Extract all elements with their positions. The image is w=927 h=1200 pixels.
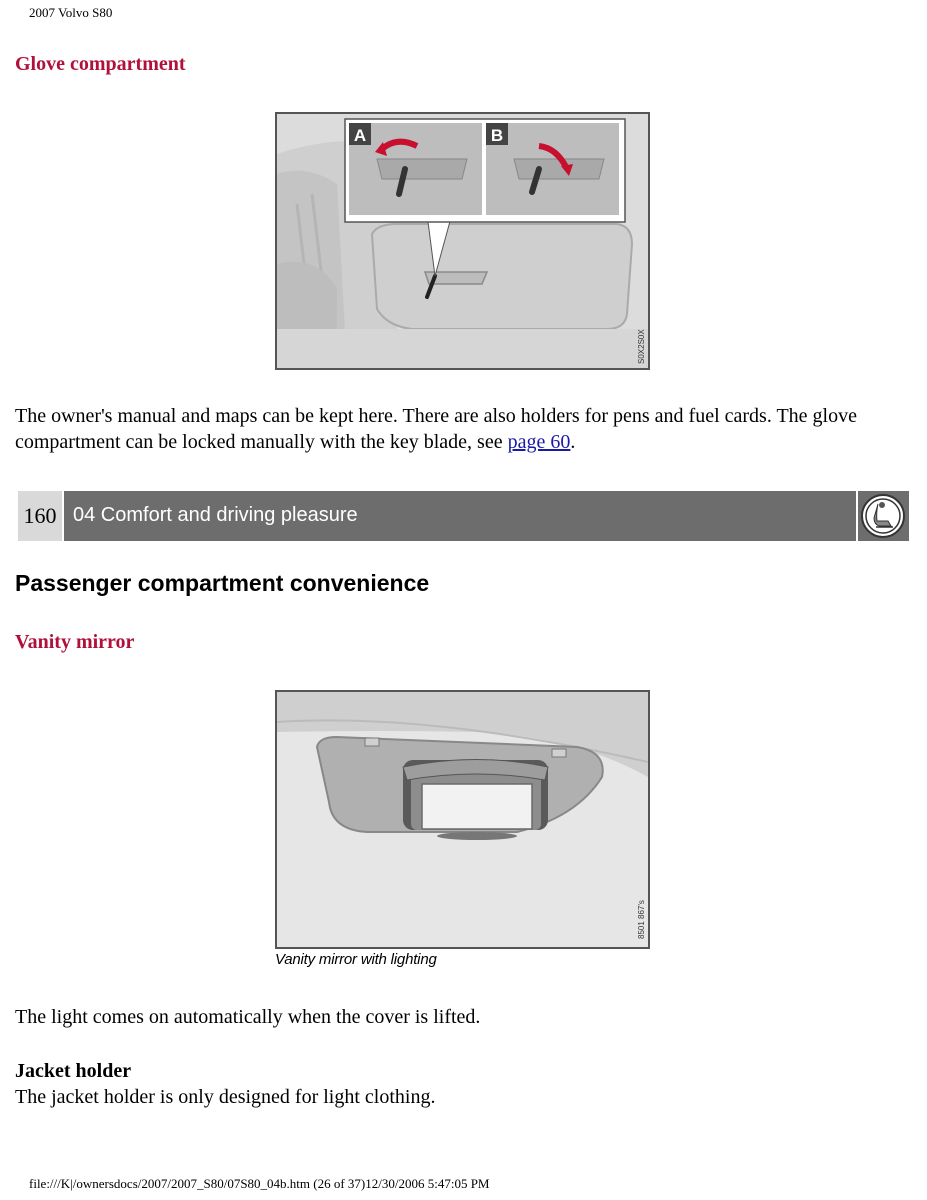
document-title: 2007 Volvo S80 <box>29 5 113 20</box>
panel-a-label: A <box>353 126 367 145</box>
glove-compartment-heading: Glove compartment <box>15 53 186 75</box>
footer-file-path: file:///K|/ownersdocs/2007/2007_S80/07S80_04b.htm (26 of 37)12/30/2006 5:47:05 PM <box>29 1176 490 1191</box>
chapter-bar <box>18 491 909 541</box>
vanity-mirror-illustration <box>277 692 648 947</box>
jacket-holder-paragraph: The jacket holder is only designed for light clothing. <box>15 1086 436 1108</box>
passenger-compartment-heading: Passenger compartment convenience <box>15 570 430 596</box>
glove-text: The owner's manual and maps can be kept here. There are also holders for pens and fuel cards. The glove compartment can be locked manually with the key blade, see <box>15 405 857 453</box>
vanity-mirror-heading: Vanity mirror <box>15 631 135 653</box>
chapter-icon-box <box>858 491 909 541</box>
vanity-mirror-paragraph: The light comes on automatically when the cover is lifted. <box>15 1006 481 1028</box>
page-number: 160 <box>18 491 62 541</box>
panel-b-label: B <box>490 126 504 145</box>
figure-code: 8501 867's <box>637 900 646 939</box>
chapter-title: 04 Comfort and driving pleasure <box>64 491 856 541</box>
vanity-mirror-figure <box>275 690 650 949</box>
page-60-link[interactable]: page 60 <box>507 431 571 453</box>
glove-compartment-paragraph <box>15 403 895 455</box>
jacket-holder-heading: Jacket holder <box>15 1060 132 1082</box>
glove-compartment-figure <box>275 112 650 370</box>
glove-text-end: . <box>570 431 576 453</box>
glove-compartment-illustration <box>277 114 648 368</box>
figure-code: S0X2S0X <box>637 329 646 364</box>
vanity-mirror-caption: Vanity mirror with lighting <box>275 951 437 968</box>
seat-icon <box>858 491 909 541</box>
